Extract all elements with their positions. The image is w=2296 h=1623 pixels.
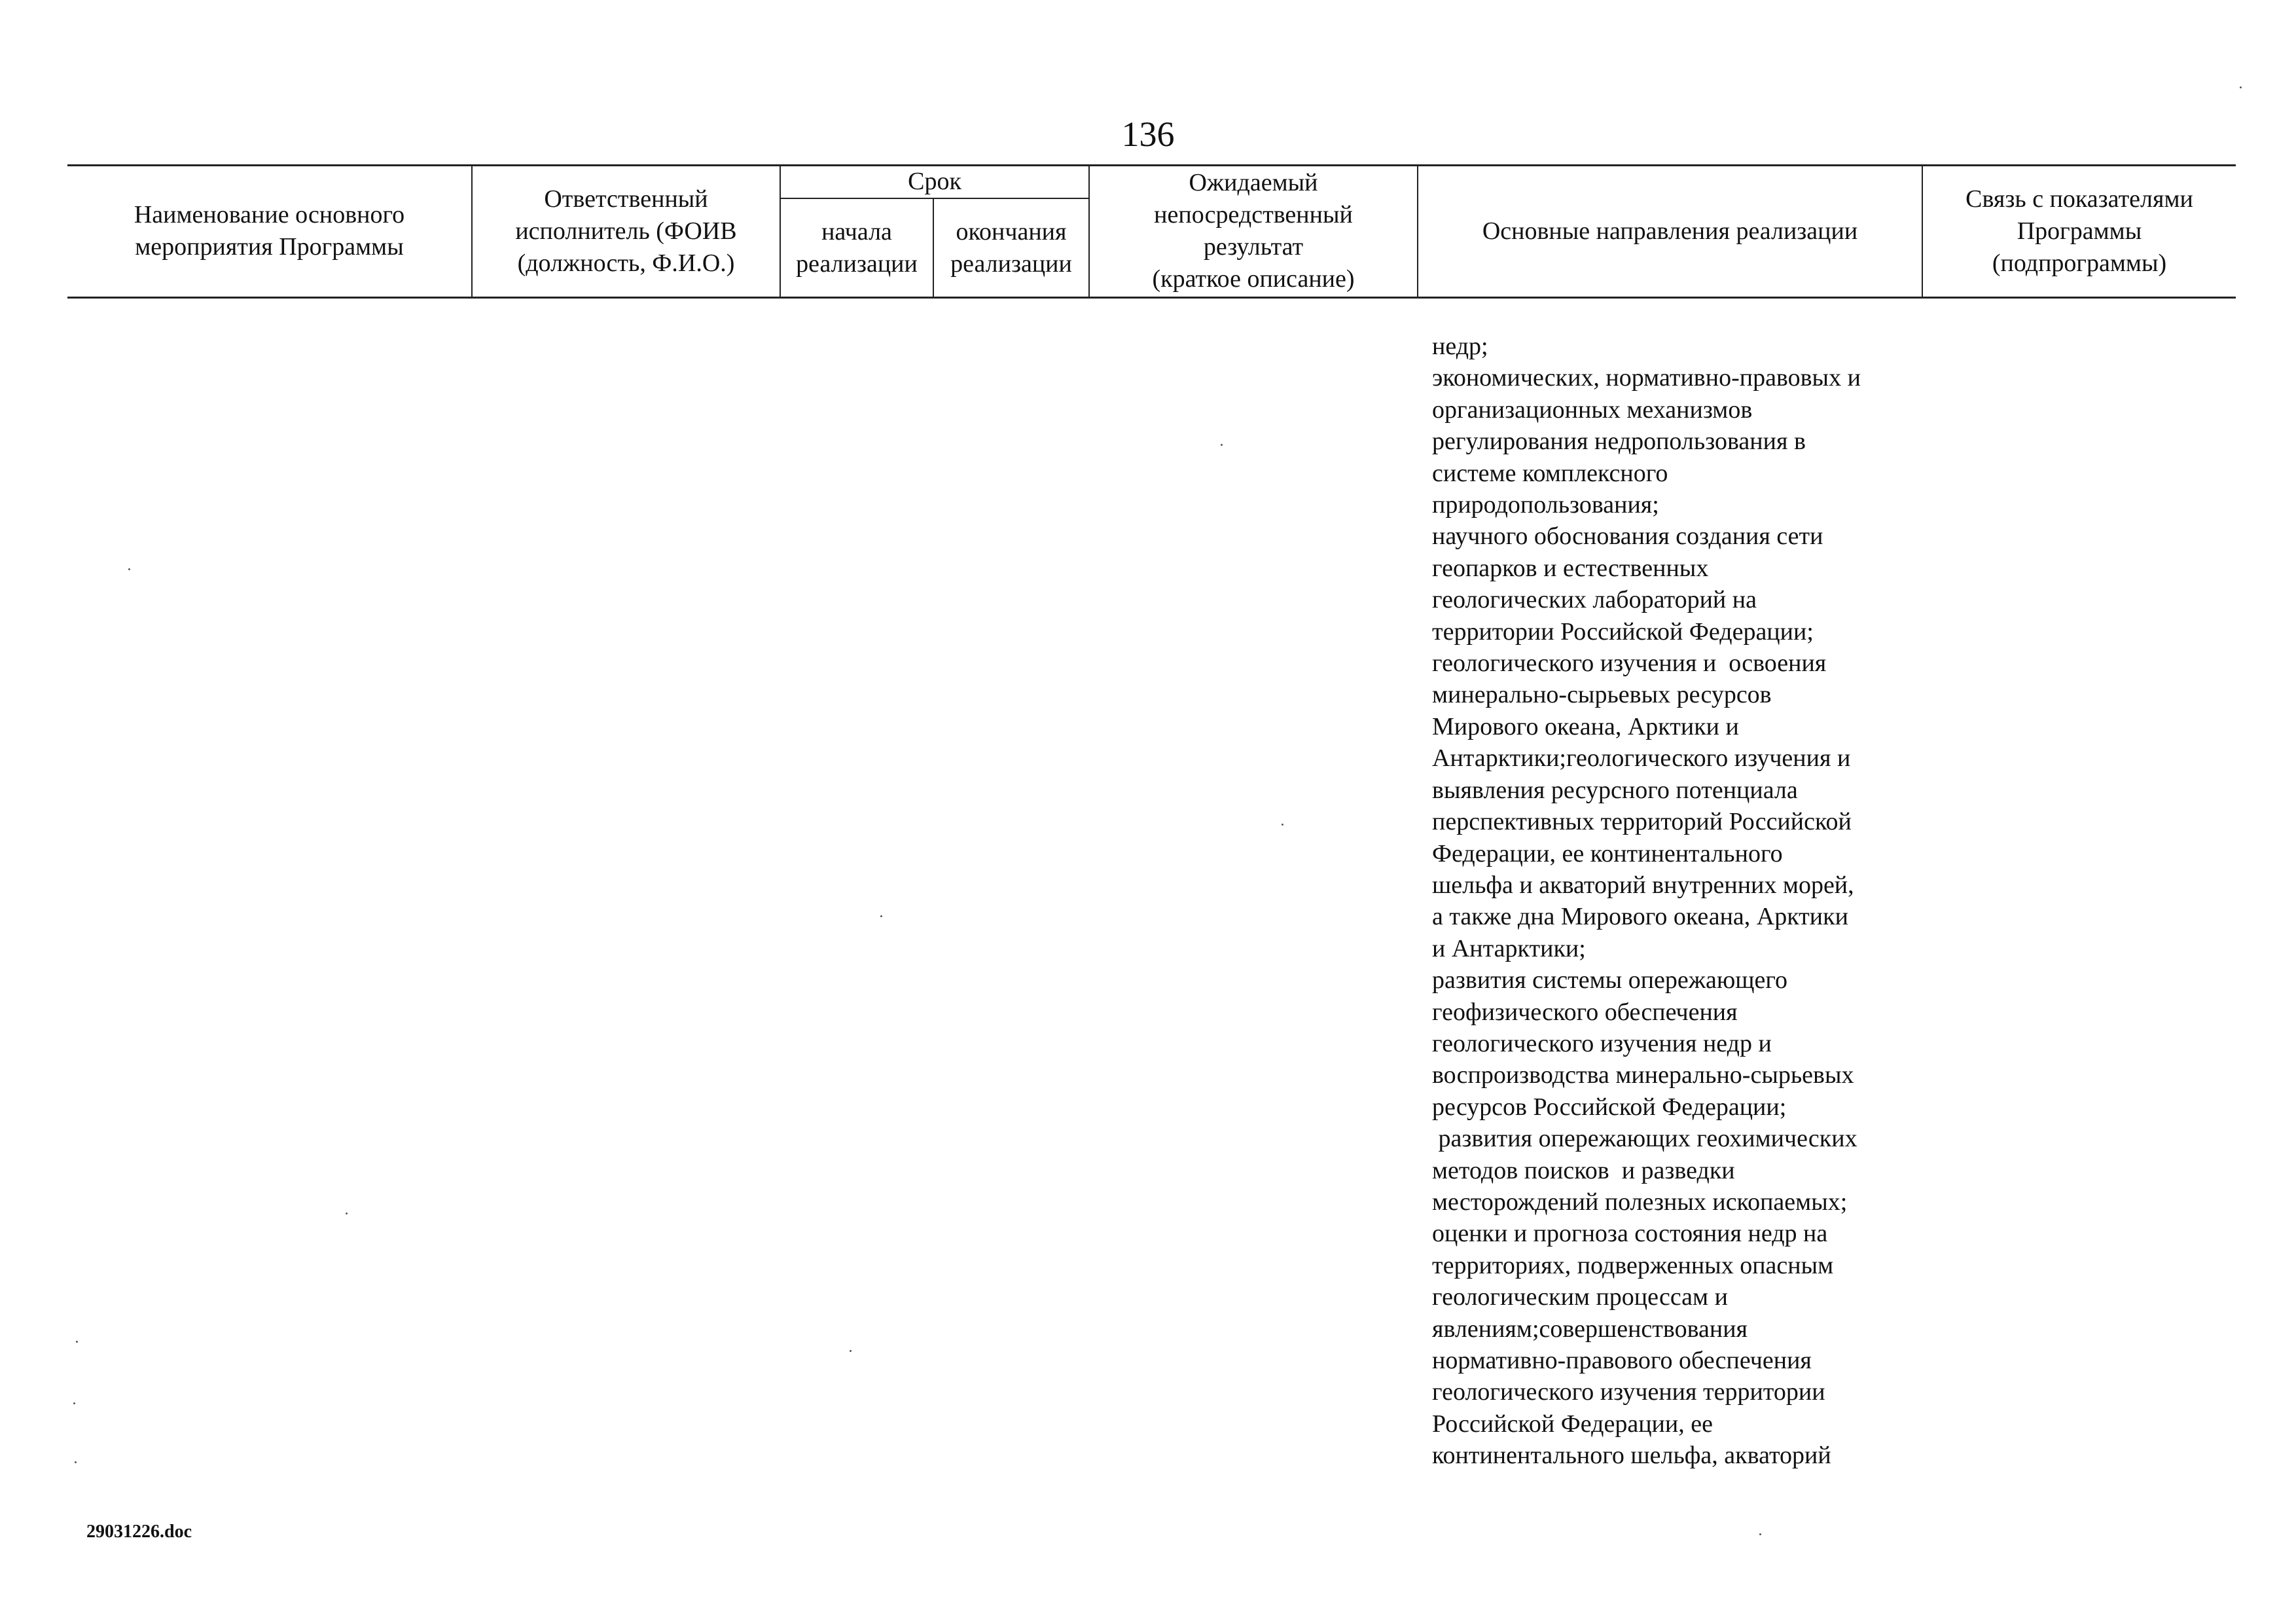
header-bottom-rule: [67, 297, 2236, 299]
scan-speck: [76, 1341, 78, 1343]
scan-speck: [2240, 86, 2242, 88]
scan-speck: [128, 568, 130, 570]
scan-speck: [1282, 824, 1283, 826]
scan-speck: [880, 915, 882, 917]
scan-speck: [850, 1350, 852, 1352]
header-activity-name: Наименование основного мероприятия Программы: [134, 201, 405, 261]
header-expected-result: Ожидаемый непосредственный результат (краткое описание): [1152, 169, 1355, 293]
header-term-start: начала реализации: [796, 217, 918, 278]
header-term-end: окончания реализации: [950, 217, 1072, 278]
header-directions: Основные направления реализации: [1482, 217, 1858, 245]
page-number: 136: [1121, 115, 1175, 154]
scan-speck: [1221, 444, 1223, 446]
header-executor: Ответственный исполнитель (ФОИВ (должность, Ф.И.О.): [515, 185, 737, 277]
scan-speck: [73, 1402, 75, 1404]
scan-speck: [75, 1461, 77, 1463]
header-indicators: Связь с показателями Программы (подпрограммы): [1965, 185, 2193, 277]
directions-cell-text: недр; экономических, нормативно-правовых и организационных механизмов регулирования недропользования в системе комплексного природопользования; научного обоснования создания сети геопарков и естественных геологических лабораторий на территории Российской Федерации; геологического изучения и освоения минерально-сырьевых ресурсов Мирового океана, Арктики и Антарктики;геологического изучения и выявления ресурсного потенциала перспективных территорий Российской Федерации, ее континентального шельфа и акваторий внутренних морей, а также дна Мирового океана, Арктики и Антарктики; развития системы опережающего геофизического обеспечения геологического изучения недр и воспроизводства минерально-сырьевых ресурсов Российской Федерации; развития опережающих геохимических методов поисков и разведки месторождений полезных ископаемых; оценки и прогноза состояния недр на территориях, подверженных опасным геологическим процессам и явлениям;совершенствования нормативно-правового обеспечения геологического изучения территории Российской Федерации, ее континентального шельфа, акваторий: [1432, 333, 1861, 1470]
footer-filename: 29031226.doc: [86, 1522, 192, 1542]
scan-speck: [1759, 1533, 1761, 1535]
scan-speck: [346, 1213, 348, 1214]
header-term: Срок: [908, 168, 961, 195]
